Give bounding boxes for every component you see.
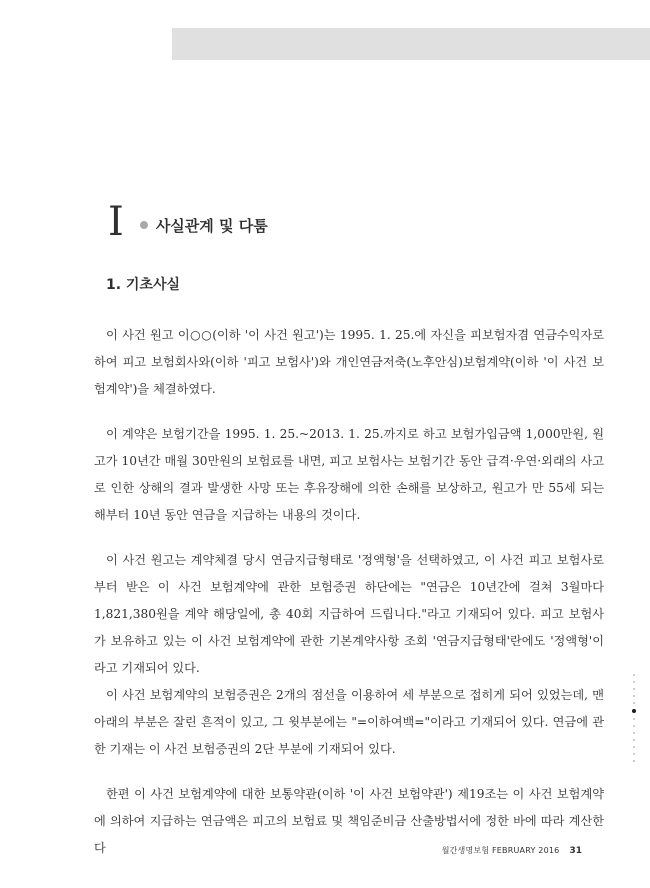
paragraph: 한편 이 사건 보험계약에 대한 보통약관(이하 '이 사건 보험약관') 제19조는 이 사건 보험계약에 의하여 지급하는 연금액은 피고의 보험료 및 책임준비금 산출방법서에 정한 바에 따라 계산한다 [94, 787, 604, 855]
publication-name: 월간생명보험 FEBRUARY 2016 [441, 846, 560, 855]
section-heading [108, 200, 268, 244]
paragraph: 이 계약은 보험기간을 1995. 1. 25.~2013. 1. 25.까지로 하고 보험가입금액 1,000만원, 원고가 10년간 매월 30만원의 보험료를 내면, 피고 보험사는 보험기간 동안 급격·우연·외래의 사고로 인한 상해의 결과 발생한 사망 또는 후유장해에 의한 손해를 보상하고, 원고가 만 55세 되는 해부터 10년 동안 연금을 지급하는 내용의 것이다. [94, 427, 604, 522]
page-footer [442, 845, 582, 856]
header-bar [172, 28, 650, 60]
section-numeral: I [108, 199, 124, 245]
page-position-indicator [632, 674, 636, 767]
section-title: 사실관계 및 다툼 [155, 216, 268, 235]
current-position-dot [632, 709, 636, 713]
paragraph: 이 사건 원고 이○○(이하 '이 사건 원고')는 1995. 1. 25.에 자신을 피보험자겸 연금수익자로 하여 피고 보험회사와(이하 '피고 보험사')와 개인연금저축(노후안심)보험계약(이하 '이 사건 보험계약')을 체결하였다. [94, 328, 604, 396]
subsection-title: 1. 기초사실 [106, 277, 181, 293]
paragraph: 이 사건 보험계약의 보험증권은 2개의 점선을 이용하여 세 부분으로 접히게 되어 있었는데, 맨 아래의 부분은 잘린 흔적이 있고, 그 윗부분에는 "=이하여백="이라고 기재되어 있다. 연금에 관한 기재는 이 사건 보험증권의 2단 부분에 기재되어 있다. [94, 688, 604, 756]
body-text [94, 322, 604, 862]
paragraph: 이 사건 원고는 계약체결 당시 연금지급형태로 '정액형'을 선택하였고, 이 사건 피고 보험사로부터 받은 이 사건 보험계약에 관한 보험증권 하단에는 "연금은 10년간에 걸쳐 3월마다 1,821,380원을 계약 해당일에, 총 40회 지급하여 드립니다."라고 기재되어 있다. 피고 보험사가 보유하고 있는 이 사건 보험계약에 관한 기본계약사항 조회 '연금지급형태'란에도 '정액형'이라고 기재되어 있다. [94, 553, 604, 675]
bullet-dot-icon [140, 221, 148, 229]
page-number: 31 [569, 846, 582, 856]
